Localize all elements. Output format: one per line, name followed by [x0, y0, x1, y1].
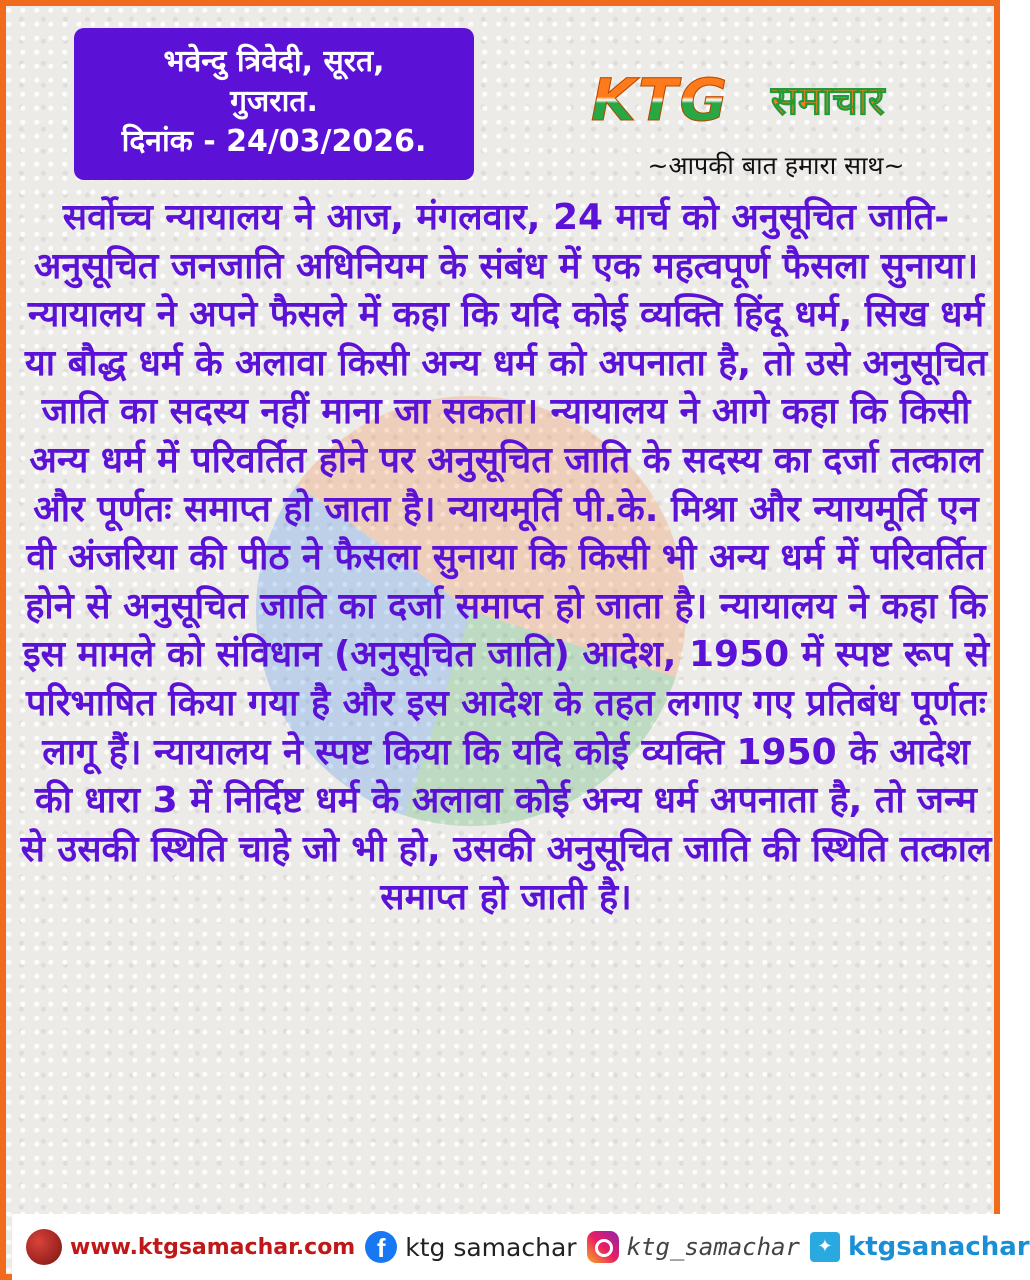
facebook-link[interactable]	[365, 1231, 576, 1263]
logo-name: समाचार	[771, 78, 885, 124]
logo-brand: KTG	[591, 66, 730, 134]
globe-icon	[26, 1229, 62, 1265]
twitter-text: ktgsanachar	[847, 1232, 1030, 1262]
website-link[interactable]	[26, 1229, 355, 1265]
instagram-link[interactable]	[587, 1231, 800, 1263]
website-text: www.ktgsamachar.com	[70, 1234, 356, 1260]
bird-icon: ✦	[810, 1232, 840, 1262]
byline-author: भवेन्दु त्रिवेदी, सूरत,	[163, 44, 385, 79]
footer-bar	[12, 1214, 1030, 1280]
facebook-text: ktg samachar	[405, 1232, 577, 1262]
ktg-samachar-logo	[591, 68, 951, 138]
byline-state: गुजरात.	[230, 84, 318, 119]
instagram-icon	[587, 1231, 619, 1263]
twitter-link[interactable]	[810, 1232, 1030, 1262]
instagram-text: ktg_samachar	[626, 1233, 800, 1261]
logo-tagline: ~आपकी बात हमारा साथ~	[647, 151, 905, 180]
article-body: सर्वोच्च न्यायालय ने आज, मंगलवार, 24 मार्च को अनुसूचित जाति-अनुसूचित जनजाति अधिनियम के संबंध में एक महत्वपूर्ण फैसला सुनाया। न्यायालय ने अपने फैसले में कहा कि यदि कोई व्यक्ति हिंदू धर्म, सिख धर्म या बौद्ध धर्म के अलावा किसी अन्य धर्म को अपनाता है, तो उसे अनुसूचित जाति का सदस्य नहीं माना जा सकता। न्यायालय ने आगे कहा कि किसी अन्य धर्म में परिवर्तित होने पर अनुसूचित जाति के सदस्य का दर्जा तत्काल और पूर्णतः समाप्त हो जाता है। न्यायमूर्ति पी.के. मिश्रा और न्यायमूर्ति एन वी अंजरिया की पीठ ने फैसला सुनाया कि किसी भी अन्य धर्म में परिवर्तित होने से अनुसूचित जाति का दर्जा समाप्त हो जाता है। न्यायालय ने कहा कि इस मामले को संविधान (अनुसूचित जाति) आदेश, 1950 में स्पष्ट रूप से परिभाषित किया गया है और इस आदेश के तहत लगाए गए प्रतिबंध पूर्णतः लागू हैं। न्यायालय ने स्पष्ट किया कि यदि कोई व्यक्ति 1950 के आदेश की धारा 3 में निर्दिष्ट धर्म के अलावा कोई अन्य धर्म अपनाता है, तो जन्म से उसकी स्थिति चाहे जो भी हो, उसकी अनुसूचित जाति की स्थिति तत्काल समाप्त हो जाती है।	[20, 197, 992, 919]
facebook-icon: f	[365, 1231, 397, 1263]
byline-date: दिनांक - 24/03/2026.	[121, 124, 427, 159]
byline-box	[74, 28, 474, 180]
